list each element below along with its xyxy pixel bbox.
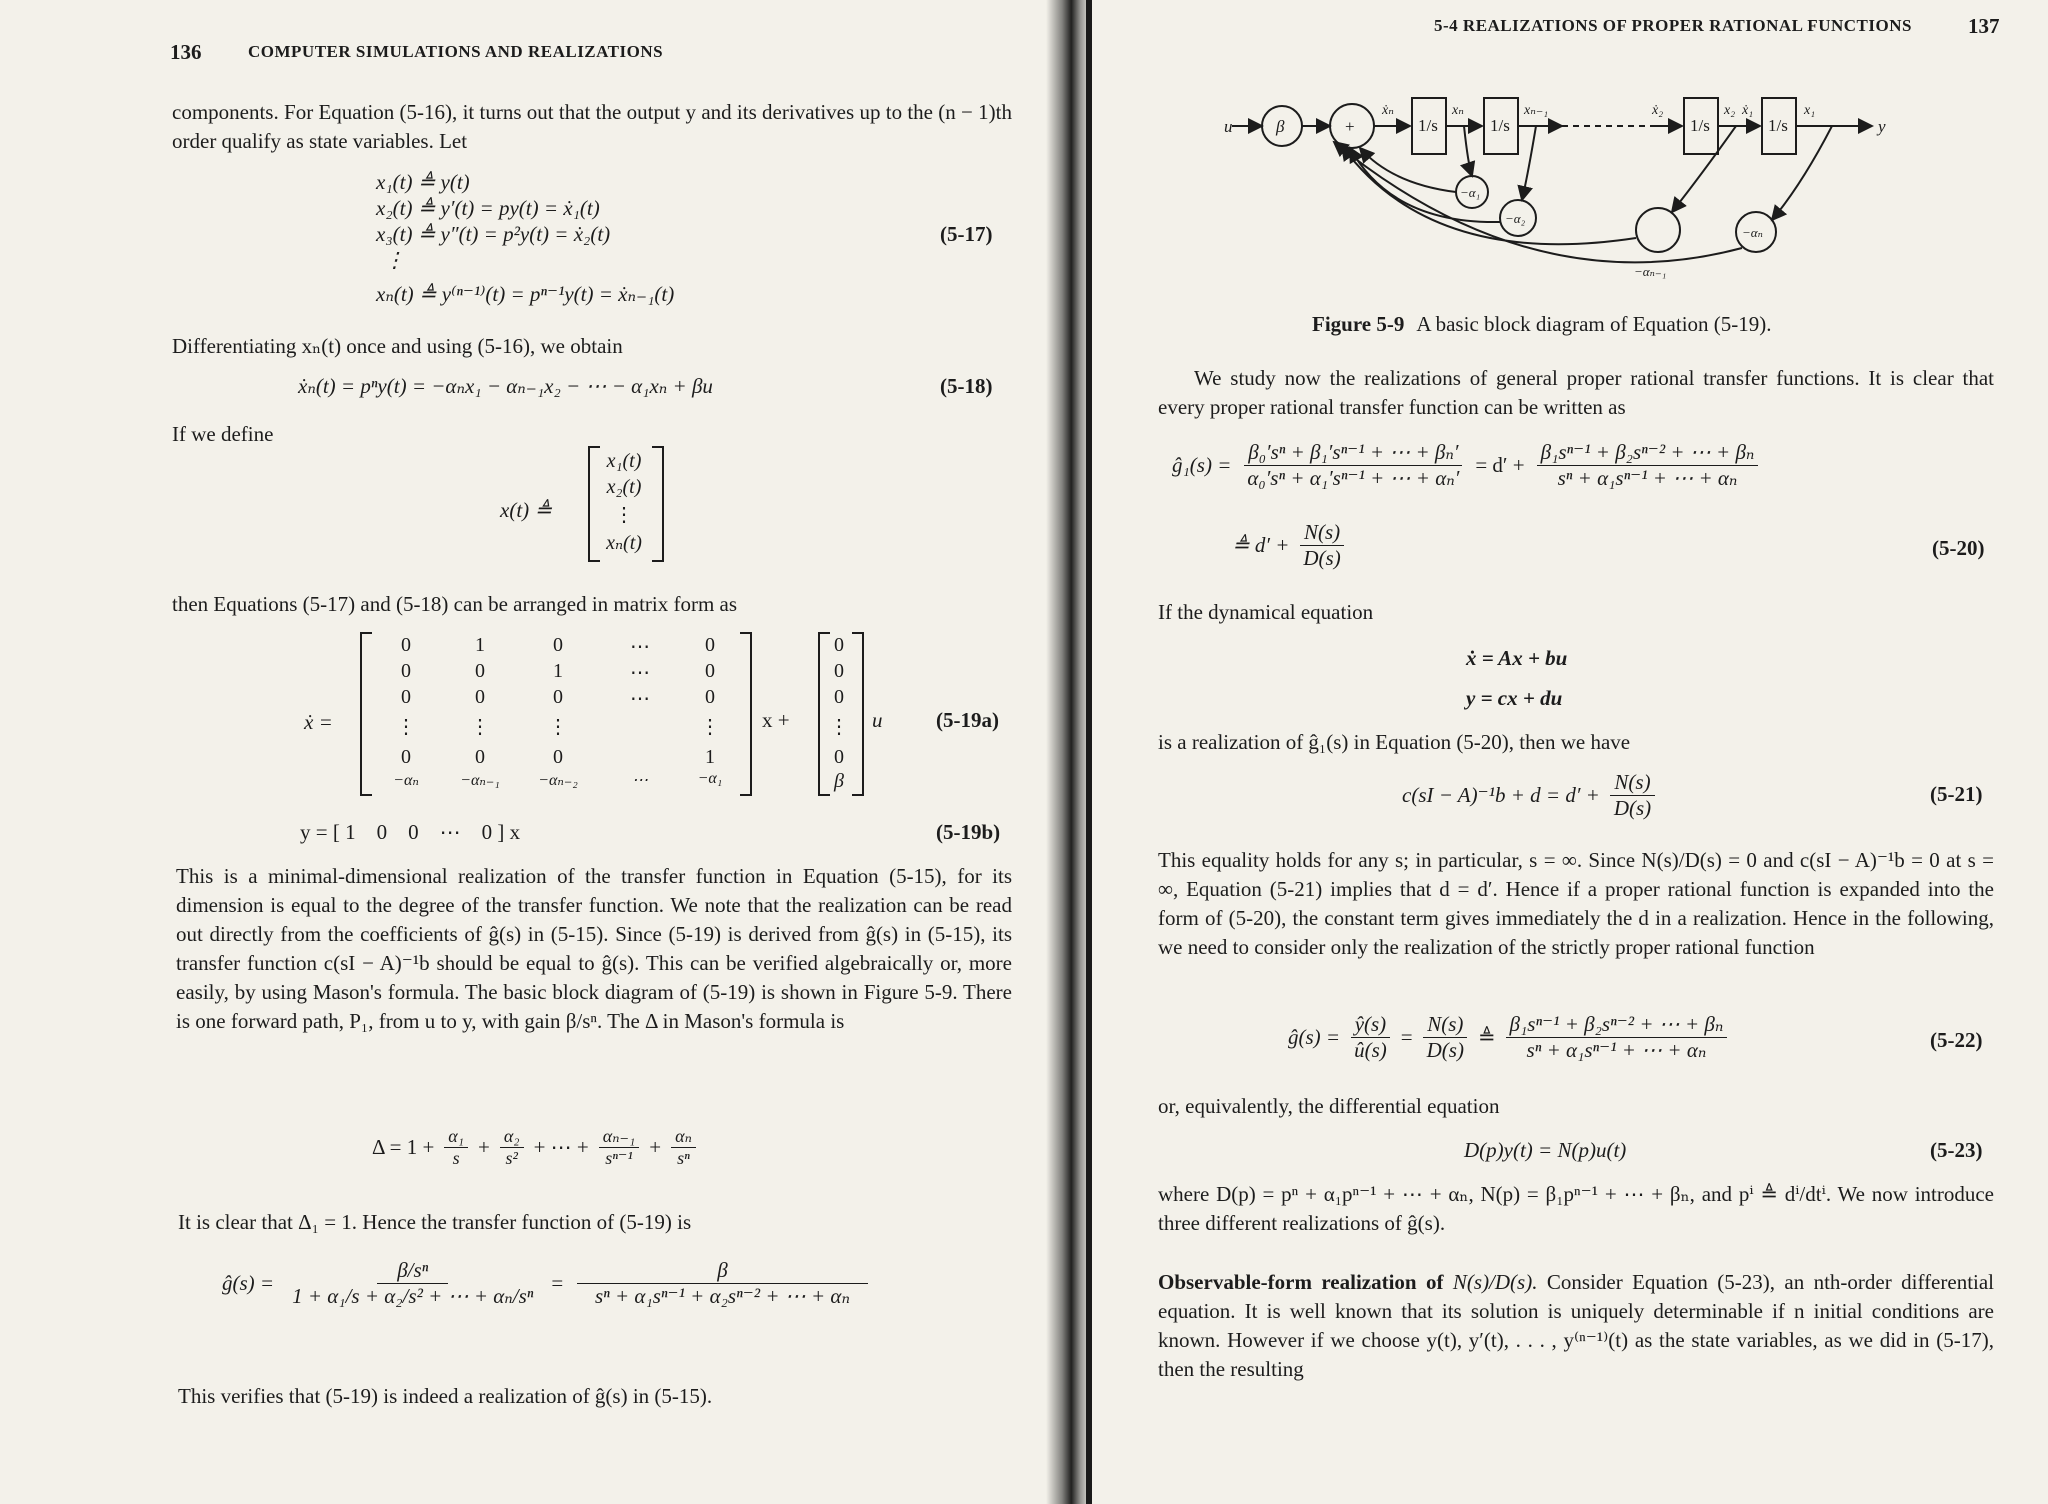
diagram-output-label: y	[1878, 117, 1886, 136]
g1-lhs: ĝ₁(s) =	[1172, 453, 1232, 477]
matrix-entry: −α₁	[697, 770, 723, 787]
section-heading-math: N(s)/D(s).	[1452, 1270, 1538, 1294]
text-dynamical-equation: If the dynamical equation	[1158, 600, 1374, 624]
feedback-tap	[1522, 126, 1536, 200]
page-number: 137	[1968, 14, 2000, 38]
integrator-label: 1/s	[1690, 116, 1710, 135]
text-it-is-clear: It is clear that Δ₁ = 1. Hence the transfer function of (5-19) is	[178, 1210, 692, 1234]
fraction	[1537, 440, 1759, 491]
signal-label: ẋₙ	[1382, 103, 1394, 118]
fraction	[1610, 770, 1655, 821]
denominator: û(s)	[1354, 1038, 1387, 1062]
paragraph-observable-form	[1158, 1268, 1994, 1384]
running-head: COMPUTER SIMULATIONS AND REALIZATIONS	[248, 42, 664, 61]
figure-label: Figure 5-9	[1312, 312, 1405, 336]
matrix-entry: ⋯	[630, 688, 650, 710]
paragraph-minimal-realization: This is a minimal-dimensional realization of the transfer function in Equation (5-15), for its dimension is equal to the degree of the transfer function. We note that the realization can be read out directly from the coefficients of ĝ(s) in (5-15). Since (5-19) is derived from ĝ(s) in (5-15), its transfer function c(sI − A)⁻¹b should be equal to ĝ(s). This can be verified algebraically or, more easily, by using Mason's formula. The basic block diagram of (5-19) is shown in Figure 5-9. There is one forward path, P₁, from u to y, with gain β/sⁿ. The Δ in Mason's formula is	[176, 864, 1012, 1033]
numerator: β/sⁿ	[377, 1258, 448, 1284]
matrix-entry: 0	[401, 746, 411, 768]
fraction	[671, 1126, 696, 1169]
output-equation: y = cx + du	[1466, 686, 1563, 710]
x-vector-entry: x₂(t)	[606, 476, 642, 498]
text-then-equations: then Equations (5-17) and (5-18) can be arranged in matrix form as	[172, 592, 738, 616]
numerator: αₙ	[671, 1126, 696, 1148]
feedback-tap	[1464, 126, 1472, 176]
equation-number: (5-22)	[1930, 1028, 1983, 1052]
vector-entry: β	[834, 770, 844, 792]
state-equation: ẋ = Ax + bu	[1466, 646, 1568, 670]
text-if-we-define: If we define	[172, 422, 274, 446]
numerator: β₀′sⁿ + β₁′sⁿ⁻¹ + ⋯ + βₙ′	[1244, 440, 1462, 466]
eq-line: ⋮	[384, 248, 405, 272]
transfer-function-formula	[222, 1258, 868, 1309]
equation-number: (5-20)	[1932, 536, 1985, 560]
matrix-entry: 0	[553, 634, 563, 656]
bracket-right	[740, 632, 752, 796]
signal-label: ẋ₂	[1652, 103, 1664, 118]
delta-lhs: Δ = 1 +	[372, 1135, 435, 1159]
plus: +	[478, 1135, 490, 1159]
numerator: N(s)	[1423, 1012, 1467, 1038]
page-number: 136	[170, 40, 202, 64]
matrix-entry: −αₙ₋₂	[538, 772, 578, 789]
equation-number: (5-19a)	[936, 708, 999, 732]
matrix-entry: 0	[553, 686, 563, 708]
signal-label: ẋ₁	[1742, 103, 1754, 118]
vector-entry: 0	[834, 634, 844, 656]
feedback-tap	[1672, 126, 1736, 212]
equation-5-21	[1402, 770, 1655, 821]
block-diagram-figure-5-9	[1224, 54, 1932, 304]
paragraph-equality-holds: This equality holds for any s; in particular, s = ∞. Since N(s)/D(s) = 0 and c(sI − A)⁻¹b = 0 at s = ∞, Equation (5-21) implies that d = d′. Hence if a proper rational function is expanded into the form of (5-20), the constant term gives immediately the d in a realization. Hence in the following, we need to consider only the realization of the strictly proper rational function	[1158, 848, 1994, 959]
matrix-entry: 0	[475, 746, 485, 768]
fraction	[1243, 440, 1463, 491]
matrix-entry: 1	[705, 746, 715, 768]
diagram-sum-label: +	[1345, 117, 1355, 136]
x-vector-entry: x₁(t)	[606, 450, 642, 472]
equation-number: (5-19b)	[936, 820, 1001, 844]
denominator: sⁿ	[677, 1148, 690, 1168]
denominator: D(s)	[1426, 1038, 1464, 1062]
numerator: αₙ₋₁	[599, 1126, 640, 1148]
plus-dots: + ⋯ +	[533, 1135, 589, 1159]
matrix-entry: 0	[401, 634, 411, 656]
fraction	[288, 1258, 537, 1309]
text-differentiating: Differentiating xₙ(t) once and using (5-16), we obtain	[172, 334, 623, 358]
plus: +	[649, 1135, 662, 1159]
fraction	[599, 1126, 640, 1169]
feedback-label: −αₙ	[1742, 225, 1763, 240]
xdot-lhs: ẋ =	[304, 710, 333, 734]
fraction	[500, 1126, 524, 1169]
matrix-entry: 0	[705, 686, 715, 708]
feedback-label: −α₂	[1505, 211, 1526, 226]
observable-form-text: Consider Equation (5-23), an nth-order differential equation. It is well known that its solution is uniquely determinable if n initial conditions are known. However if we choose y(t), y′(t), . . . , y⁽ⁿ⁻¹⁾(t) as the state variables, as we did in (5-17), then the resulting	[1158, 1270, 1995, 1381]
denominator: D(s)	[1303, 546, 1341, 570]
denominator: s	[452, 1148, 460, 1168]
vector-entry: 0	[834, 746, 844, 768]
signal-label: xₙ₋₁	[1524, 103, 1549, 118]
text-this-verifies: This verifies that (5-19) is indeed a realization of ĝ(s) in (5-15).	[178, 1384, 713, 1408]
fraction	[1506, 1012, 1728, 1063]
signal-label: xₙ	[1452, 103, 1464, 118]
vector-entry: ⋮	[829, 716, 849, 738]
fraction	[444, 1126, 468, 1169]
equation-5-22	[1288, 1012, 1727, 1063]
signal-label: x₁	[1804, 103, 1816, 118]
equation-5-20-line1	[1172, 440, 1758, 491]
numerator: β₁sⁿ⁻¹ + β₂sⁿ⁻² + ⋯ + βₙ	[1506, 1012, 1728, 1038]
delta-formula	[372, 1126, 696, 1169]
matrix-entry: 1	[475, 634, 485, 656]
matrix-entry: ⋯	[630, 662, 650, 684]
equation-5-19b: y = [ 1 0 0 ⋯ 0 ] x	[300, 820, 521, 844]
numerator: N(s)	[1610, 770, 1654, 796]
paragraph-general-realizations: We study now the realizations of general proper rational transfer functions. It is clear that every proper rational transfer function can be written as	[1158, 366, 1994, 419]
equation-5-23: D(p)y(t) = N(p)u(t)	[1464, 1138, 1627, 1162]
x-def-lhs: x(t) ≜	[500, 498, 552, 522]
text-or-equivalently: or, equivalently, the differential equation	[1158, 1094, 1500, 1118]
running-head: 5-4 REALIZATIONS OF PROPER RATIONAL FUNCTIONS	[1434, 16, 1912, 35]
equation-number: (5-23)	[1930, 1138, 1983, 1162]
diagram-input-label: u	[1224, 117, 1233, 136]
signal-label: x₂	[1724, 103, 1736, 118]
g-lhs: ĝ(s) =	[222, 1271, 275, 1295]
fraction	[577, 1258, 867, 1309]
equation-number: (5-21)	[1930, 782, 1983, 806]
equation-5-20-line2	[1232, 520, 1345, 571]
matrix-entry: 0	[475, 686, 485, 708]
defined-d-prime: ≜ d′ +	[1232, 533, 1290, 557]
eq-line: x₃(t) ≜ y″(t) = p²y(t) = ẋ₂(t)	[376, 222, 611, 246]
equals-d-prime: = d′ +	[1475, 453, 1525, 477]
integrator-label: 1/s	[1490, 116, 1510, 135]
matrix-entry: 0	[401, 686, 411, 708]
numerator: ŷ(s)	[1351, 1012, 1390, 1038]
numerator: α₁	[444, 1126, 468, 1148]
integrator-label: 1/s	[1418, 116, 1438, 135]
matrix-entry: ⋮	[396, 716, 416, 738]
denominator: sⁿ + α₁sⁿ⁻¹ + ⋯ + αₙ	[1557, 466, 1738, 490]
text-is-a-realization: is a realization of ĝ₁(s) in Equation (5-20), then we have	[1158, 730, 1631, 754]
denominator: D(s)	[1613, 796, 1652, 820]
feedback-tap	[1772, 126, 1832, 220]
eq-line: x₂(t) ≜ y′(t) = py(t) = ẋ₁(t)	[376, 196, 600, 220]
feedback-label: −αₙ₋₁	[1634, 264, 1667, 279]
vector-entry: 0	[834, 686, 844, 708]
matrix-entry: 1	[553, 660, 563, 682]
feedback-path	[1342, 146, 1636, 244]
equation-5-18: ẋₙ(t) = pⁿy(t) = −αₙx₁ − αₙ₋₁x₂ − ⋯ − α₁xₙ + βu	[298, 374, 713, 398]
integrator-label: 1/s	[1768, 116, 1788, 135]
denominator: sⁿ + α₁sⁿ⁻¹ + α₂sⁿ⁻² + ⋯ + αₙ	[594, 1284, 850, 1308]
figure-caption	[1312, 312, 1772, 337]
eq522-lhs: ĝ(s) =	[1288, 1025, 1341, 1049]
matrix-entry: 0	[553, 746, 563, 768]
figure-caption-text: A basic block diagram of Equation (5-19).	[1416, 312, 1772, 336]
right-page	[1092, 0, 2048, 1504]
matrix-entry: ⋮	[700, 716, 720, 738]
feedback-label: −α₁	[1460, 185, 1481, 200]
x-vector-entry: xₙ(t)	[606, 532, 642, 554]
bracket-left	[360, 632, 372, 796]
x-vector-entry: ⋮	[614, 504, 634, 526]
equation-number: (5-17)	[940, 222, 993, 246]
input-u: u	[872, 708, 883, 732]
eq-line: x₁(t) ≜ y(t)	[376, 170, 470, 194]
matrix-entry: −αₙ	[393, 772, 419, 789]
numerator: N(s)	[1300, 520, 1344, 546]
numerator: β₁sⁿ⁻¹ + β₂sⁿ⁻² + ⋯ + βₙ	[1537, 440, 1759, 466]
denominator: sⁿ + α₁sⁿ⁻¹ + ⋯ + αₙ	[1526, 1038, 1707, 1062]
matrix-entry: ⋮	[470, 716, 490, 738]
denominator: s²	[505, 1148, 518, 1168]
matrix-entry: 0	[475, 660, 485, 682]
denominator: 1 + α₁/s + α₂/s² + ⋯ + αₙ/sⁿ	[292, 1284, 534, 1308]
defined-as: ≜	[1477, 1025, 1496, 1049]
section-heading: Observable-form realization of	[1158, 1270, 1444, 1294]
matrix-entry: 0	[705, 660, 715, 682]
matrix-entry: 0	[705, 634, 715, 656]
equation-number: (5-18)	[940, 374, 993, 398]
vector-entry: 0	[834, 660, 844, 682]
denominator: sⁿ⁻¹	[605, 1148, 633, 1168]
matrix-entry: −αₙ₋₁	[460, 772, 500, 789]
numerator: β	[577, 1258, 867, 1284]
matrix-entry: ⋮	[548, 716, 568, 738]
fraction	[1299, 520, 1344, 571]
x-plus: x +	[762, 708, 790, 732]
numerator: α₂	[500, 1126, 524, 1148]
fraction	[1350, 1012, 1391, 1063]
paragraph-where: where D(p) = pⁿ + α₁pⁿ⁻¹ + ⋯ + αₙ, N(p) = β₁pⁿ⁻¹ + ⋯ + βₙ, and pⁱ ≜ dⁱ/dtⁱ. We now introduce three different realizations of ĝ(s).	[1158, 1182, 1994, 1235]
matrix-entry: 0	[401, 660, 411, 682]
fraction	[1423, 1012, 1468, 1063]
paragraph-components: components. For Equation (5-16), it turns out that the output y and its derivatives up to the (n − 1)th order qualify as state variables. Let	[172, 100, 1012, 153]
eq521-lhs: c(sI − A)⁻¹b + d = d′ +	[1402, 783, 1600, 807]
denominator: α₀′sⁿ + α₁′sⁿ⁻¹ + ⋯ + αₙ′	[1247, 466, 1460, 490]
matrix-entry: ⋯	[632, 772, 648, 789]
diagram-gain-label: β	[1276, 117, 1285, 136]
feedback-gain-alpha-n-1	[1636, 208, 1680, 252]
eq-line: xₙ(t) ≜ y⁽ⁿ⁻¹⁾(t) = pⁿ⁻¹y(t) = ẋₙ₋₁(t)	[376, 282, 675, 306]
equals: =	[551, 1271, 564, 1295]
matrix-entry: ⋯	[630, 636, 650, 658]
equals: =	[1400, 1025, 1413, 1049]
